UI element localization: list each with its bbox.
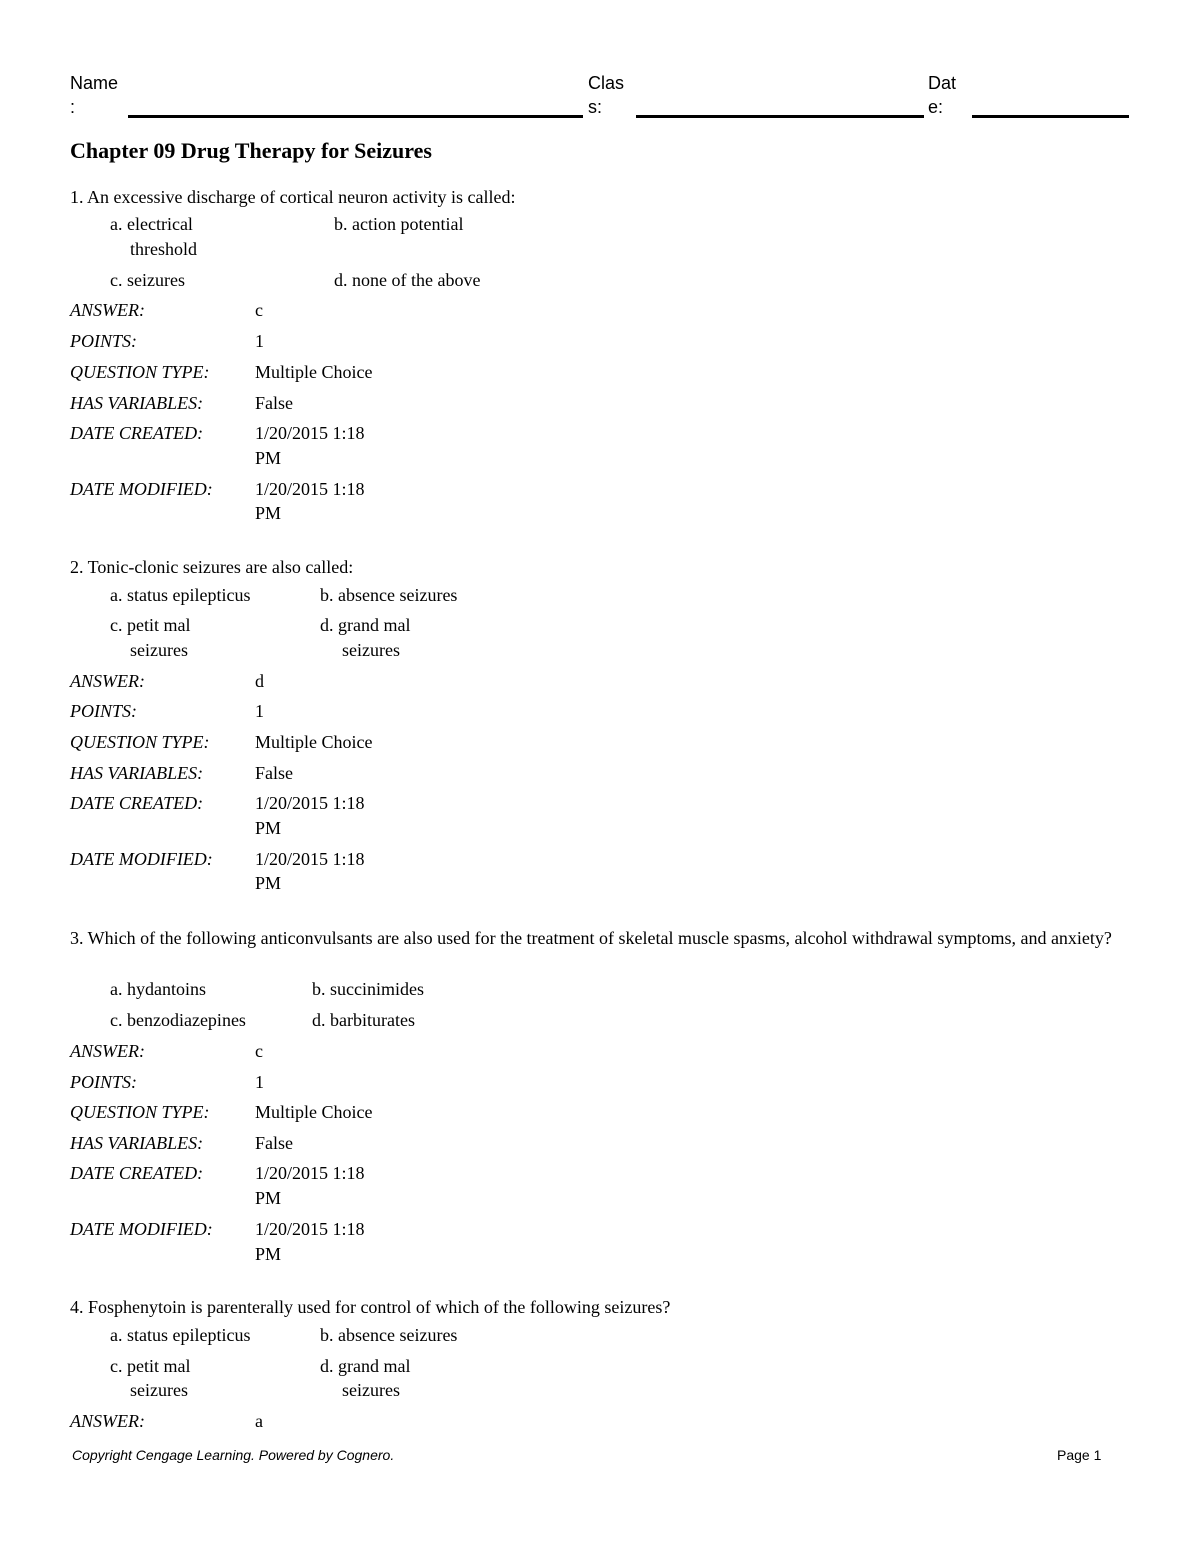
q1-date-modified-label: DATE MODIFIED: [70, 479, 213, 499]
q1-option-c: c. seizures [110, 270, 185, 290]
question-1-text: 1. An excessive discharge of cortical neuron activity is called: [70, 187, 516, 207]
q4-option-b: b. absence seizures [320, 1325, 458, 1345]
q3-answer-label: ANSWER: [70, 1041, 145, 1061]
q2-date-modified-value: 1/20/2015 1:18 [255, 849, 365, 869]
q1-question-type-label: QUESTION TYPE: [70, 362, 210, 382]
page-title: Chapter 09 Drug Therapy for Seizures [70, 138, 432, 163]
q4-option-c: c. petit mal [110, 1356, 191, 1376]
q3-option-d: d. barbiturates [312, 1010, 415, 1030]
q2-date-created-value-cont: PM [255, 818, 282, 838]
q2-points-value: 1 [255, 701, 264, 721]
class-field[interactable] [636, 115, 924, 118]
q3-date-modified-value: 1/20/2015 1:18 [255, 1219, 365, 1239]
footer-page-number: Page 1 [1057, 1447, 1102, 1463]
date-label: Dat [928, 73, 957, 93]
q3-date-created-value-cont: PM [255, 1188, 282, 1208]
q1-option-a: a. electrical [110, 214, 193, 234]
footer-copyright: Copyright Cengage Learning. Powered by Cognero. [72, 1447, 395, 1463]
q2-option-c-cont: seizures [130, 640, 188, 660]
q2-question-type-label: QUESTION TYPE: [70, 732, 210, 752]
q2-answer-value: d [255, 671, 264, 691]
q1-date-created-label: DATE CREATED: [70, 423, 204, 443]
q2-option-a: a. status epilepticus [110, 585, 251, 605]
q3-answer-value: c [255, 1041, 263, 1061]
q2-date-created-label: DATE CREATED: [70, 793, 204, 813]
q1-option-a-cont: threshold [130, 239, 197, 259]
q2-date-modified-label: DATE MODIFIED: [70, 849, 213, 869]
class-label: Clas [588, 73, 625, 93]
question-4-text: 4. Fosphenytoin is parenterally used for control of which of the following seizures? [70, 1297, 671, 1317]
q1-has-variables-value: False [255, 393, 293, 413]
q3-option-a: a. hydantoins [110, 979, 206, 999]
q1-question-type-value: Multiple Choice [255, 362, 373, 382]
q1-answer-label: ANSWER: [70, 300, 145, 320]
date-label-colon: e: [928, 97, 944, 117]
q1-date-modified-value: 1/20/2015 1:18 [255, 479, 365, 499]
q2-option-c: c. petit mal [110, 615, 191, 635]
q1-points-value: 1 [255, 331, 264, 351]
q3-question-type-value: Multiple Choice [255, 1102, 373, 1122]
q1-points-label: POINTS: [70, 331, 137, 351]
q3-points-value: 1 [255, 1072, 264, 1092]
class-label-colon: s: [588, 97, 603, 117]
q1-option-d: d. none of the above [334, 270, 481, 290]
q2-has-variables-label: HAS VARIABLES: [70, 763, 204, 783]
name-label: Name [70, 73, 119, 93]
question-3-text: 3. Which of the following anticonvulsants are also used for the treatment of skeletal muscle spasms, alcohol withdrawal symptoms, and anxiety? [70, 928, 1112, 948]
question-2-text: 2. Tonic-clonic seizures are also called: [70, 557, 354, 577]
q3-points-label: POINTS: [70, 1072, 137, 1092]
q2-points-label: POINTS: [70, 701, 137, 721]
q3-question-type-label: QUESTION TYPE: [70, 1102, 210, 1122]
q3-option-b: b. succinimides [312, 979, 424, 999]
q3-option-c: c. benzodiazepines [110, 1010, 246, 1030]
q1-answer-value: c [255, 300, 263, 320]
q4-option-d-cont: seizures [342, 1380, 400, 1400]
date-field[interactable] [972, 115, 1129, 118]
q3-has-variables-label: HAS VARIABLES: [70, 1133, 204, 1153]
q4-option-d: d. grand mal [320, 1356, 411, 1376]
q4-option-c-cont: seizures [130, 1380, 188, 1400]
q3-date-created-value: 1/20/2015 1:18 [255, 1163, 365, 1183]
q1-option-b: b. action potential [334, 214, 464, 234]
name-label-colon: : [70, 97, 76, 117]
q4-option-a: a. status epilepticus [110, 1325, 251, 1345]
q1-date-created-value: 1/20/2015 1:18 [255, 423, 365, 443]
q4-answer-value: a [255, 1411, 263, 1431]
q3-date-modified-label: DATE MODIFIED: [70, 1219, 213, 1239]
q3-date-created-label: DATE CREATED: [70, 1163, 204, 1183]
q2-option-d: d. grand mal [320, 615, 411, 635]
q3-date-modified-value-cont: PM [255, 1244, 282, 1264]
q1-date-modified-value-cont: PM [255, 503, 282, 523]
q4-answer-label: ANSWER: [70, 1411, 145, 1431]
q2-has-variables-value: False [255, 763, 293, 783]
q2-option-b: b. absence seizures [320, 585, 458, 605]
q2-option-d-cont: seizures [342, 640, 400, 660]
q2-date-created-value: 1/20/2015 1:18 [255, 793, 365, 813]
q3-has-variables-value: False [255, 1133, 293, 1153]
q2-question-type-value: Multiple Choice [255, 732, 373, 752]
q1-has-variables-label: HAS VARIABLES: [70, 393, 204, 413]
q2-date-modified-value-cont: PM [255, 873, 282, 893]
name-field[interactable] [128, 115, 583, 118]
q2-answer-label: ANSWER: [70, 671, 145, 691]
q1-date-created-value-cont: PM [255, 448, 282, 468]
